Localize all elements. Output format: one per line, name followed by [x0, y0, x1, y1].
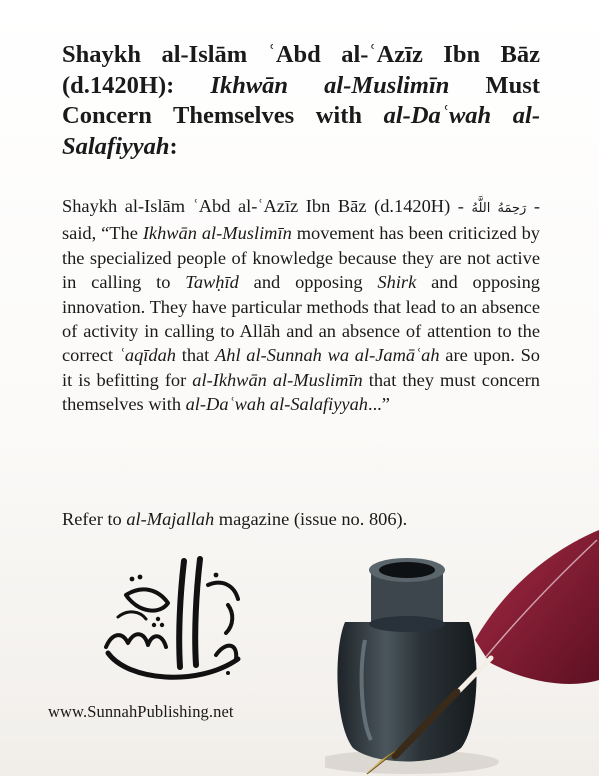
quote-text: movement has been criticized by the specialized people of knowledge because they are not active in calling to [62, 223, 541, 293]
quote-italic: al-Daʿwah al-Salafiyyah [185, 394, 368, 415]
website-link[interactable]: www.SunnahPublishing.net [48, 702, 234, 721]
quote-italic: Ahl al-Sunnah wa al-Jamāʿah [215, 345, 440, 366]
quote-text: and opposing [238, 272, 378, 293]
quote-italic: Ikhwān al-Muslimīn [142, 223, 292, 244]
quote-text: - said, “The [62, 196, 540, 244]
quote-italic: Shirk [377, 272, 417, 293]
title-text: Shaykh al-Islām ʿAbd al-ʿAzīz Ibn Bāz (d.1420H): [62, 41, 540, 99]
quote-text: and opposing innovation. They have particular methods that lead to an absence of activity in calling to Allāh and an absence of attention to the correct [62, 272, 540, 366]
quote-text: ...” [367, 394, 390, 415]
quote-text: Shaykh al-Islām ʿAbd al-ʿAzīz Ibn Bāz (d.1420H) - [62, 196, 472, 216]
title-italic: al-Daʿwah al-Salafiyyah [62, 102, 540, 160]
quote-text: are upon. So it is befitting for [62, 345, 540, 390]
title-text: Must Concern Themselves with [62, 71, 540, 129]
reference-text: magazine (issue no. 806). [214, 509, 408, 529]
quote-paragraph [62, 194, 540, 417]
logo-text: السنة [88, 555, 91, 556]
quote-text: that [175, 345, 216, 366]
reference-italic: al-Majallah [126, 509, 215, 529]
quote-italic: al-Ikhwān al-Muslimīn [192, 369, 363, 390]
reference-line [62, 507, 540, 531]
inkwell-quill-illustration [325, 530, 599, 776]
quote-text: that they must concern themselves with [62, 369, 540, 415]
quote-italic: ʿaqīdah [118, 345, 176, 366]
quote-italic: Tawḥīd [185, 272, 239, 293]
title-italic: Ikhwān al-Muslimīn [210, 71, 450, 99]
page-title [62, 40, 540, 162]
publisher-logo [88, 555, 250, 695]
reference-text: Refer to [62, 509, 127, 529]
arabic-honorific: رَحِمَهُ اللَّهُ [471, 201, 527, 216]
title-text: : [169, 132, 178, 160]
